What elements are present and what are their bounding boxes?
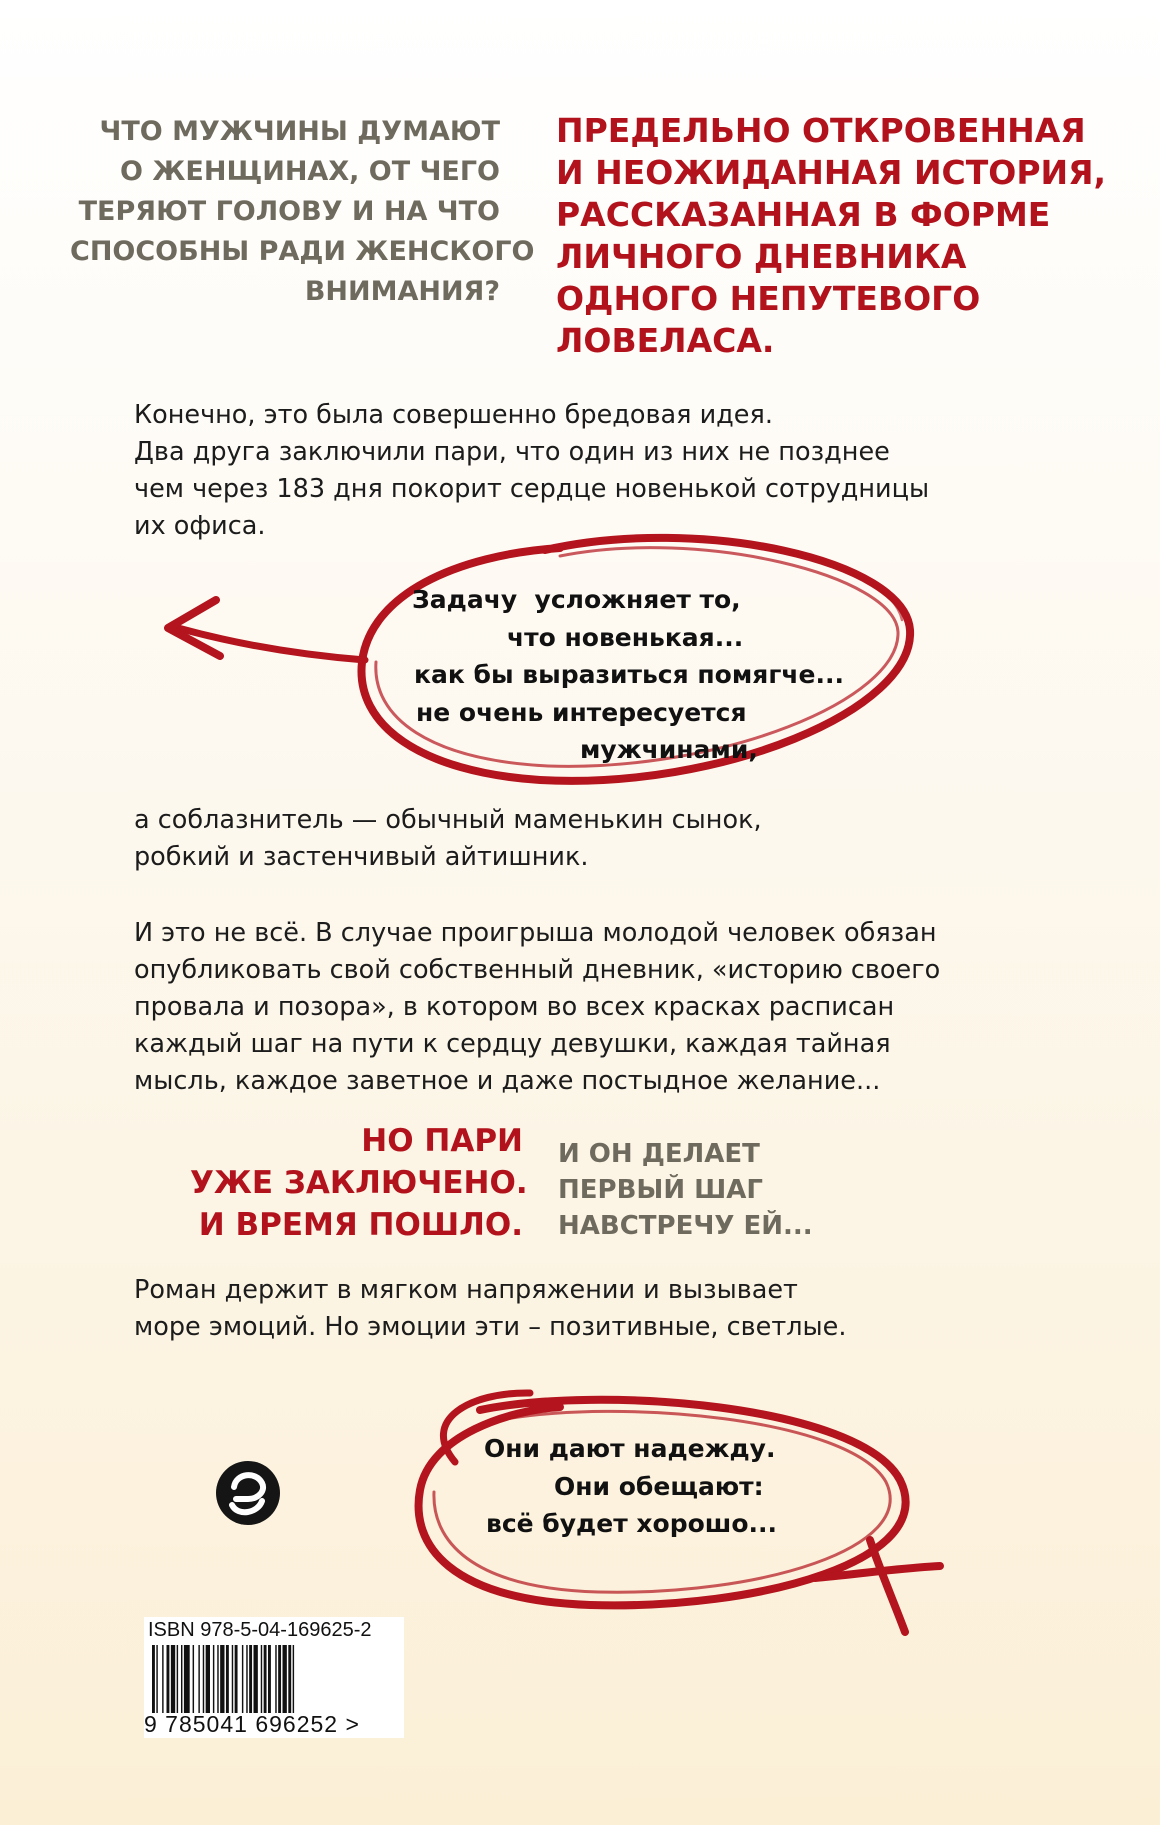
question-line: СПОСОБНЫ РАДИ ЖЕНСКОГО — [70, 236, 535, 267]
statement-line: ЛОВЕЛАСА. — [556, 321, 775, 360]
novel-line: море эмоций. Но эмоции эти – позитивные, светлые. — [134, 1312, 847, 1342]
question-line: ВНИМАНИЯ? — [304, 276, 500, 307]
barcode-bar — [249, 1645, 252, 1713]
barcode-bar — [198, 1645, 199, 1713]
more-line: каждый шаг на пути к сердцу девушки, каждая тайная — [134, 1029, 891, 1059]
circle-line: как бы выразиться помягче... — [414, 660, 844, 689]
top-question — [70, 112, 535, 312]
barcode-bar — [203, 1645, 204, 1713]
barcode-bar — [293, 1645, 294, 1713]
novel-line: Роман держит в мягком напряжении и вызывает — [134, 1275, 798, 1305]
statement-line: И НЕОЖИДАННАЯ ИСТОРИЯ, — [556, 153, 1107, 192]
barcode-bar — [220, 1645, 224, 1713]
question-line: ТЕРЯЮТ ГОЛОВУ И НА ЧТО — [78, 196, 500, 227]
barcode-bar — [226, 1645, 229, 1713]
statement-line: ПРЕДЕЛЬНО ОТКРОВЕННАЯ — [556, 111, 1086, 150]
barcode-bar — [275, 1645, 276, 1713]
bet-grey-line: НАВСТРЕЧУ ЕЙ... — [558, 1211, 813, 1241]
intro-line: чем через 183 дня покорит сердце новенькой сотрудницы — [134, 474, 930, 504]
barcode-bar — [268, 1645, 271, 1713]
bet-red-line: И ВРЕМЯ ПОШЛО. — [198, 1207, 523, 1243]
barcode-bar — [261, 1645, 262, 1713]
barcode-bar — [242, 1645, 243, 1713]
seducer-paragraph — [134, 802, 762, 876]
barcode-bar — [181, 1645, 182, 1713]
barcode-bar — [213, 1645, 214, 1713]
intro-paragraph — [134, 397, 929, 545]
barcode-image — [150, 1645, 398, 1713]
barcode-digits: 9 785041 696252 > — [144, 1711, 360, 1737]
circle-line: Они обещают: — [554, 1471, 764, 1501]
bet-grey-line: ПЕРВЫЙ ШАГ — [558, 1175, 763, 1205]
statement-line: ЛИЧНОГО ДНЕВНИКА — [556, 237, 967, 276]
question-line: О ЖЕНЩИНАХ, ОТ ЧЕГО — [120, 156, 500, 187]
barcode-bar — [254, 1645, 258, 1713]
bet-red-line: НО ПАРИ — [361, 1123, 523, 1159]
barcode-bar — [152, 1645, 155, 1713]
circle-line: что новенькая... — [507, 622, 744, 652]
circle-quote-bottom — [484, 1430, 777, 1543]
isbn-block — [144, 1617, 404, 1738]
publisher-logo — [216, 1461, 280, 1525]
barcode-bar — [283, 1645, 287, 1713]
seducer-line: а соблазнитель — обычный маменькин сынок, — [134, 805, 762, 835]
statement-line: ОДНОГО НЕПУТЕВОГО — [556, 279, 981, 318]
barcode-bar — [206, 1645, 210, 1713]
barcode-bar — [246, 1645, 247, 1713]
barcode-bar — [156, 1645, 157, 1713]
more-line: провала и позора», в котором во всех красках расписан — [134, 992, 895, 1022]
circle-line: мужчинами, — [580, 735, 758, 764]
intro-line: Два друга заключили пари, что один из них не позднее — [134, 437, 890, 467]
barcode-bar — [217, 1645, 218, 1713]
barcode-bar — [184, 1645, 190, 1713]
question-line: ЧТО МУЖЧИНЫ ДУМАЮТ — [99, 116, 500, 147]
circle-line: Они дают надежду. — [484, 1434, 776, 1463]
circle-quote-top — [412, 581, 844, 769]
more-line: И это не всё. В случае проигрыша молодой человек обязан — [134, 918, 937, 948]
intro-line: Конечно, это была совершенно бредовая идея. — [134, 400, 773, 430]
barcode-bar — [193, 1645, 194, 1713]
barcode-bar — [171, 1645, 175, 1713]
barcode-bar — [264, 1645, 267, 1713]
barcode-bar — [167, 1645, 170, 1713]
barcode-bar — [288, 1645, 291, 1713]
barcode-bar — [162, 1645, 163, 1713]
top-statement — [556, 110, 1106, 362]
more-paragraph — [134, 915, 940, 1100]
seducer-line: робкий и застенчивый айтишник. — [134, 842, 589, 872]
barcode-bar — [235, 1645, 238, 1713]
circle-line: всё будет хорошо... — [486, 1509, 777, 1538]
circle-line: не очень интересуется — [416, 697, 747, 727]
bet-red-line: УЖЕ ЗАКЛЮЧЕНО. — [190, 1165, 528, 1201]
more-line: опубликовать свой собственный дневник, «историю своего — [134, 955, 941, 985]
barcode-bar — [177, 1645, 178, 1713]
circle-line: Задачу усложняет то, — [412, 585, 741, 614]
barcode-bar — [232, 1645, 233, 1713]
isbn-number: ISBN 978-5-04-169625-2 — [148, 1619, 372, 1641]
bet-red-block — [190, 1120, 528, 1246]
bet-grey-block — [558, 1136, 813, 1244]
statement-line: РАССКАЗАННАЯ В ФОРМЕ — [556, 195, 1051, 234]
barcode-bar — [278, 1645, 281, 1713]
intro-line: их офиса. — [134, 511, 266, 541]
bet-grey-line: И ОН ДЕЛАЕТ — [558, 1139, 760, 1169]
more-line: мысль, каждое заветное и даже постыдное желание... — [134, 1066, 881, 1096]
novel-paragraph — [134, 1272, 846, 1346]
